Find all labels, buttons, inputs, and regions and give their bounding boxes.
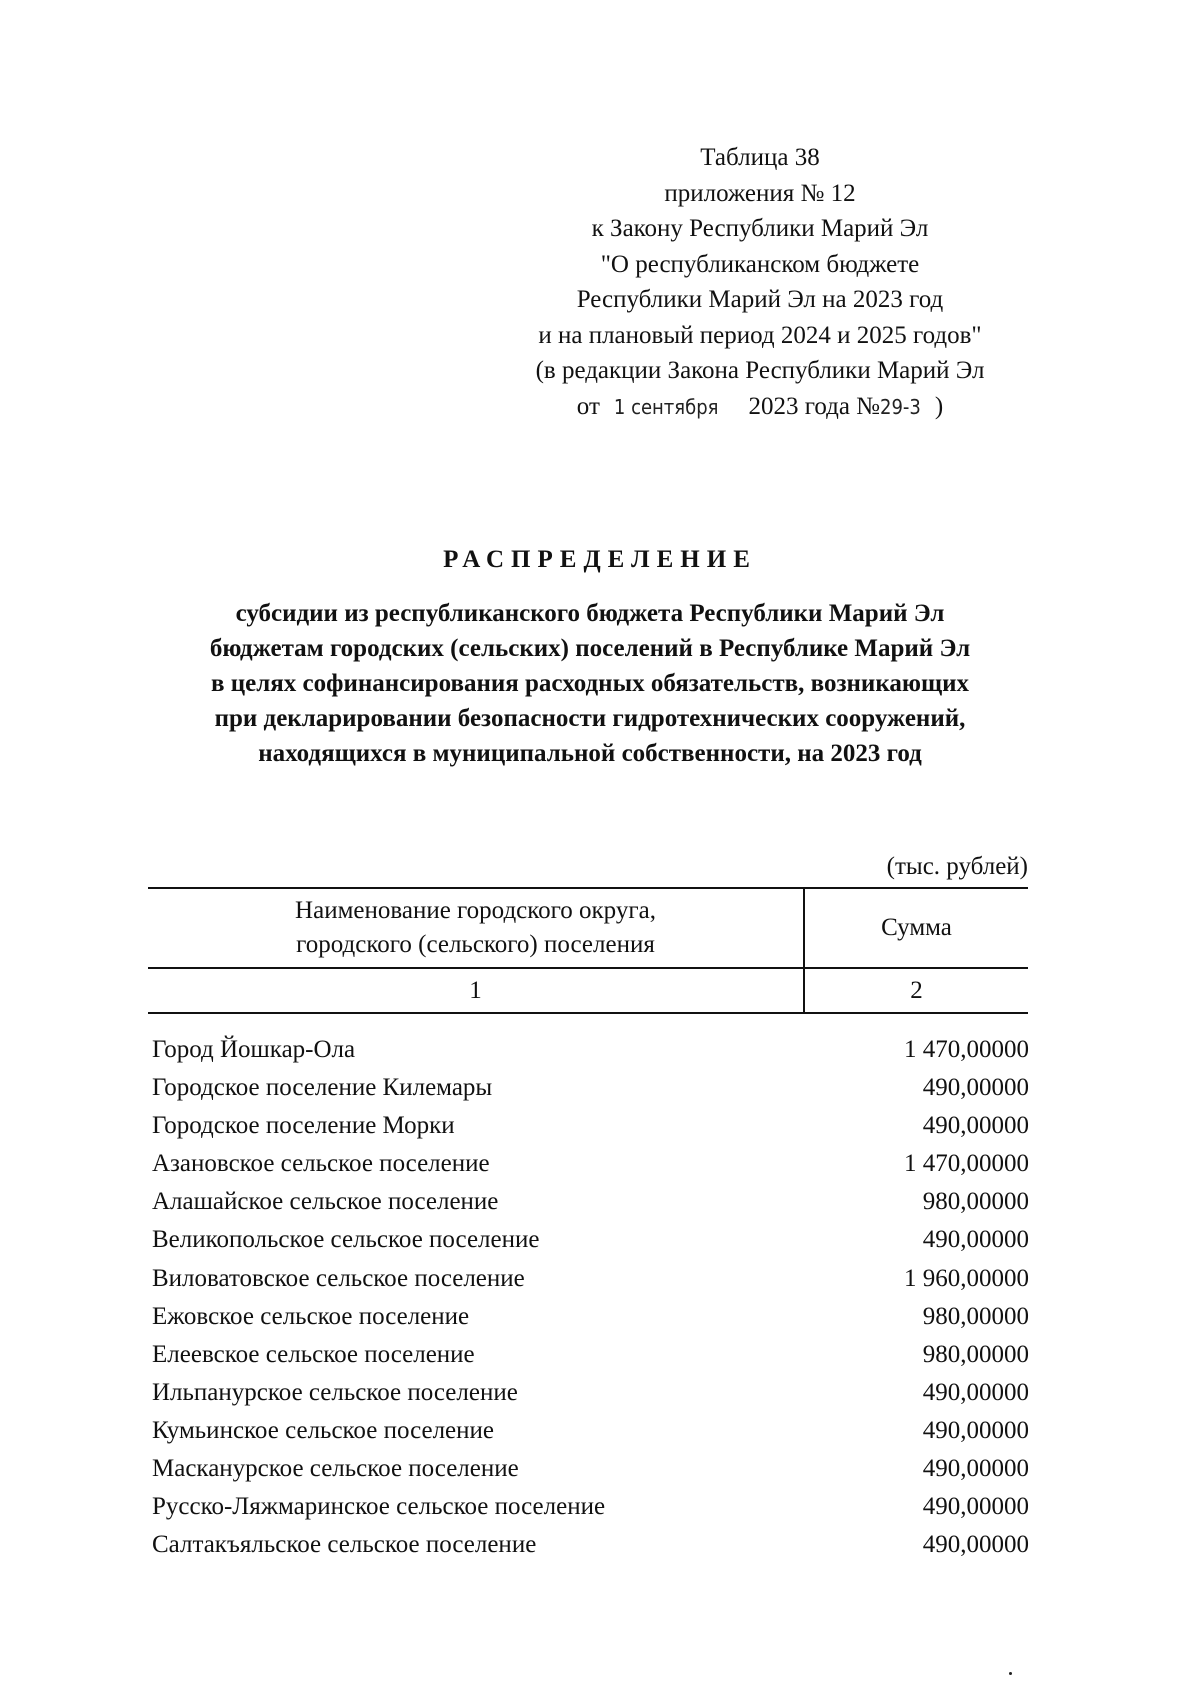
header-line: Республики Марий Эл на 2023 год: [576, 286, 944, 313]
table-row: [152, 1298, 1029, 1336]
date-day-month: 1 сентября: [613, 394, 719, 419]
table-row: [152, 1374, 1029, 1412]
date-prefix: от: [576, 392, 600, 420]
document-title: РАСПРЕДЕЛЕНИЕ: [443, 546, 757, 573]
date-year: 2023 года №: [748, 392, 881, 420]
table-row: [152, 1069, 1029, 1107]
table-row: [152, 1031, 1029, 1069]
header-line: "О республиканском бюджете: [600, 250, 920, 278]
settlement-name: Город Йошкар-Ола: [152, 1036, 356, 1063]
table-row: [152, 1145, 1029, 1183]
header-numbers-row: [148, 969, 1028, 1012]
subsidy-amount: 490,00000: [922, 1493, 1029, 1521]
table-row: [152, 1488, 1029, 1526]
settlement-name: Ежовское сельское поселение: [152, 1302, 470, 1330]
subsidy-amount: 980,00000: [922, 1302, 1029, 1330]
subsidy-amount: 980,00000: [922, 1188, 1029, 1216]
subsidy-amount: 1 470,00000: [904, 1150, 1029, 1178]
header-titles-row: [148, 889, 1028, 969]
header-line: к Закону Республики Марий Эл: [591, 215, 929, 242]
subsidy-amount: 490,00000: [922, 1378, 1029, 1406]
settlement-name: Салтакъяльское сельское поселение: [152, 1531, 537, 1559]
settlement-name: Елеевское сельское поселение: [152, 1340, 475, 1368]
header-line: (в редакции Закона Республики Марий Эл: [535, 357, 985, 384]
subtitle-line: находящихся в муниципальной собственности, на 2023 год: [258, 740, 922, 767]
table-row: [152, 1183, 1029, 1221]
subsidy-amount: 490,00000: [922, 1112, 1029, 1140]
date-suffix: ): [934, 392, 944, 420]
subsidy-amount: 490,00000: [922, 1455, 1029, 1483]
subsidy-amount: 490,00000: [922, 1531, 1029, 1559]
column-header-name: [148, 889, 805, 967]
column-number-1: 1: [148, 969, 805, 1012]
column-header-sum: Сумма: [881, 914, 952, 941]
subtitle-line: в целях софинансирования расходных обязательств, возникающих: [211, 670, 969, 697]
table-header: [148, 887, 1028, 1014]
subsidy-amount: 490,00000: [922, 1226, 1029, 1254]
subsidy-amount: 490,00000: [922, 1074, 1029, 1102]
settlement-name: Алашайское сельское поселение: [152, 1188, 499, 1216]
subsidy-amount: 1 470,00000: [904, 1036, 1029, 1063]
table-reference-header: [470, 140, 1050, 425]
header-line: Таблица 38: [700, 144, 820, 171]
settlement-name: Виловатовское сельское поселение: [152, 1264, 525, 1292]
subtitle-line: субсидии из республиканского бюджета Республики Марий Эл: [235, 600, 945, 627]
table-row: [152, 1526, 1029, 1564]
settlement-name: Городское поселение Килемары: [152, 1074, 493, 1102]
table-body: [152, 1031, 1029, 1564]
settlement-name: Кумьинское сельское поселение: [152, 1416, 494, 1444]
law-number: 29-3: [880, 394, 921, 419]
settlement-name: Ильпанурское сельское поселение: [152, 1378, 518, 1406]
subtitle-line: бюджетам городских (сельских) поселений в Республике Марий Эл: [209, 635, 971, 662]
header-line: и на плановый период 2024 и 2025 годов": [538, 321, 982, 349]
header-line: приложения № 12: [664, 179, 856, 207]
table-row: [152, 1221, 1029, 1259]
subsidy-amount: 490,00000: [922, 1416, 1029, 1444]
subtitle-line: при декларировании безопасности гидротехнических сооружений,: [214, 705, 966, 732]
settlement-name: Азановское сельское поселение: [152, 1150, 490, 1178]
table-row: [152, 1450, 1029, 1488]
settlement-name: Городское поселение Морки: [152, 1112, 455, 1140]
units-label: (тыс. рублей): [886, 853, 1028, 880]
table-row: [152, 1336, 1029, 1374]
subsidy-amount: 1 960,00000: [904, 1264, 1029, 1292]
law-date-line: [470, 389, 1050, 426]
settlement-name: Великопольское сельское поселение: [152, 1226, 540, 1254]
settlement-name: Русско-Ляжмаринское сельское поселение: [152, 1493, 606, 1521]
column-number-2: 2: [910, 976, 923, 1004]
table-row: [152, 1412, 1029, 1450]
table-row: [152, 1260, 1029, 1298]
table-row: [152, 1107, 1029, 1145]
column-header-name-line: городского (сельского) поселения: [296, 931, 655, 958]
column-header-name-line: Наименование городского округа,: [295, 897, 656, 924]
subsidy-amount: 980,00000: [922, 1340, 1029, 1368]
document-subtitle: [150, 596, 1030, 771]
scan-speck: [1009, 1672, 1012, 1675]
settlement-name: Масканурское сельское поселение: [152, 1455, 519, 1483]
